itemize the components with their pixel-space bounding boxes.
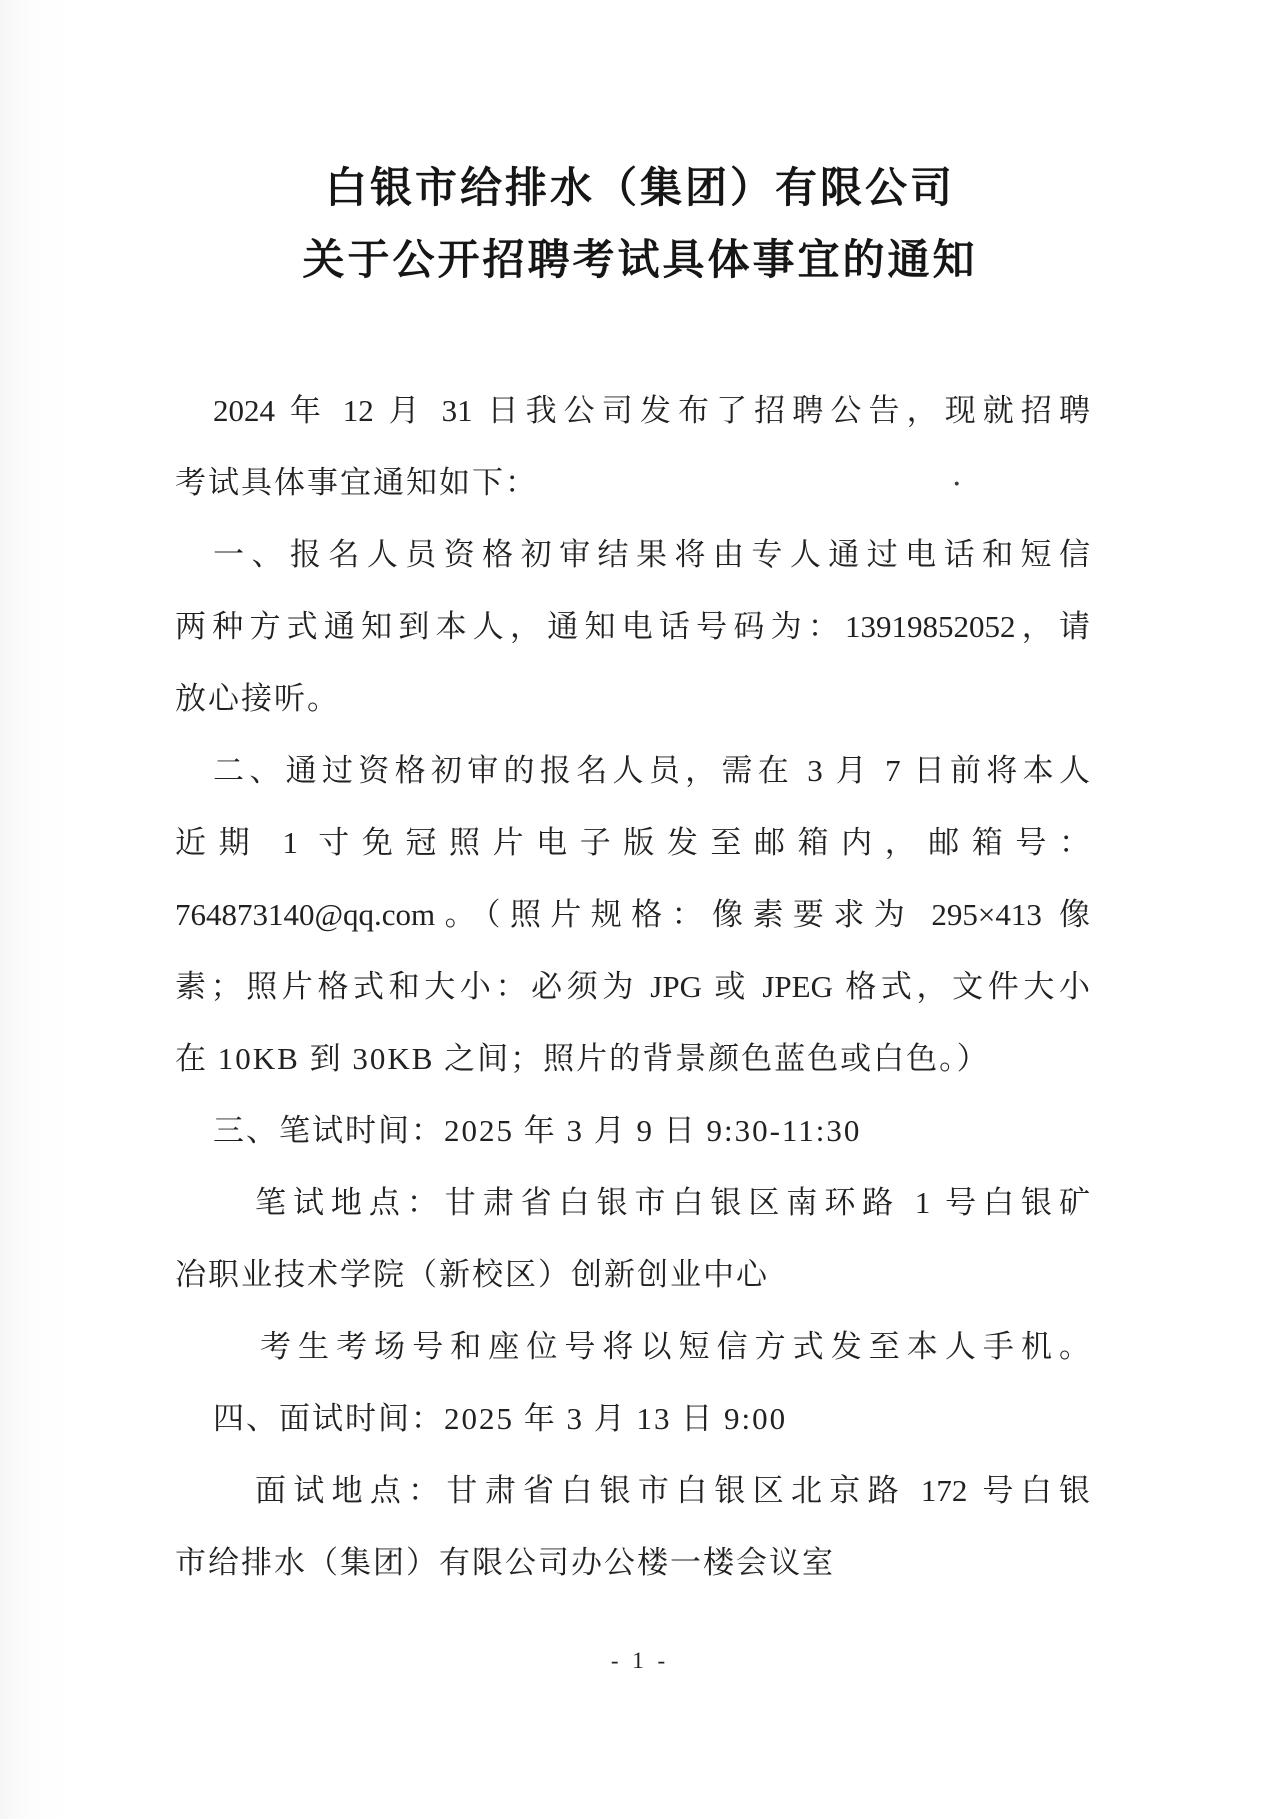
text-line: 冶职业技术学院（新校区）创新创业中心 bbox=[175, 1257, 769, 1292]
text-line: 市给排水（集团）有限公司办公楼一楼会议室 bbox=[175, 1545, 835, 1580]
text-line: 二、通过资格初审的报名人员，需在 3 月 7 日前将本人 bbox=[213, 753, 1090, 788]
text-line: 一、报名人员资格初审结果将由专人通过电话和短信 bbox=[213, 537, 1090, 572]
text-line: 素；照片格式和大小：必须为 JPG 或 JPEG 格式，文件大小 bbox=[175, 969, 1090, 1004]
text-line: 笔试地点：甘肃省白银市白银区南环路 1 号白银矿 bbox=[255, 1185, 1090, 1220]
text-line: 考生考场号和座位号将以短信方式发至本人手机。 bbox=[260, 1329, 1090, 1364]
text-line: 考试具体事宜通知如下： bbox=[175, 465, 538, 500]
title-line-subject: 关于公开招聘考试具体事宜的通知 bbox=[302, 236, 978, 283]
text-line: 四、面试时间：2025 年 3 月 13 日 9:00 bbox=[213, 1401, 788, 1436]
text-line: 放心接听。 bbox=[175, 681, 340, 716]
text-line: 近期 1 寸免冠照片电子版发至邮箱内，邮箱号： bbox=[175, 825, 1090, 860]
scan-artifact-dot: · bbox=[952, 467, 962, 502]
text-line: 在 10KB 到 30KB 之间；照片的背景颜色蓝色或白色。） bbox=[175, 1041, 990, 1076]
page-number: - 1 - bbox=[610, 1648, 670, 1673]
text-line: 两种方式通知到本人，通知电话号码为：13919852052，请 bbox=[175, 609, 1090, 644]
document-body bbox=[175, 375, 1090, 1599]
text-line: 三、笔试时间：2025 年 3 月 9 日 9:30-11:30 bbox=[213, 1113, 862, 1148]
text-line: 面试地点：甘肃省白银市白银区北京路 172 号白银 bbox=[255, 1473, 1090, 1508]
text-line: 2024 年 12 月 31 日我公司发布了招聘公告，现就招聘 bbox=[213, 393, 1090, 428]
document-title bbox=[0, 152, 1280, 296]
text-line: 764873140@qq.com。（照片规格：像素要求为 295×413 像 bbox=[175, 897, 1090, 932]
title-line-company: 白银市给排水（集团）有限公司 bbox=[324, 164, 955, 211]
